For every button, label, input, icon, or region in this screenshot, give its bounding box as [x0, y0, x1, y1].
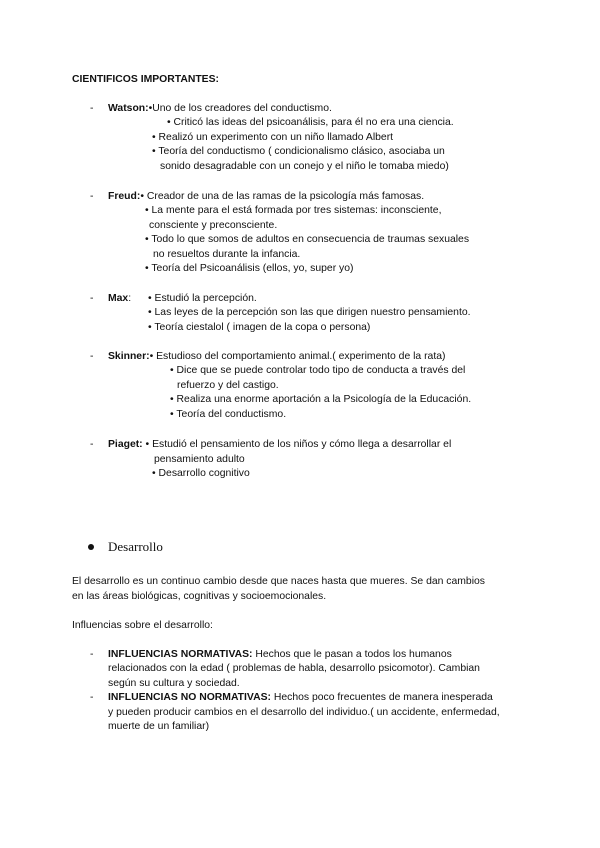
scientist-point: Uno de los creadores del conductismo. [152, 103, 332, 114]
list-item: • Realizó un experimento con un niño llamado Albert [152, 132, 394, 143]
list-item: • Criticó las ideas del psicoanálisis, para él no era una ciencia. [167, 117, 454, 128]
dash-marker: - [90, 649, 94, 660]
bullet-glyph: • [145, 439, 150, 450]
list-item: • Dice que se puede controlar todo tipo de conducta a través del [170, 365, 466, 376]
scientist-name: Piaget: [108, 439, 143, 450]
list-item-continuation: pensamiento adulto [154, 454, 245, 465]
dash-marker: - [90, 692, 94, 703]
paragraph-line: El desarrollo es un continuo cambio desde que naces hasta que mueres. Se dan cambios [72, 576, 485, 587]
list-item: • Teoría del conductismo ( condicionalismo clásico, asociaba un [152, 146, 445, 157]
influences-label: Influencias sobre el desarrollo: [72, 620, 213, 631]
influence-line: según su cultura y sociedad. [108, 678, 240, 689]
list-item: • Estudió la percepción. [148, 293, 257, 304]
influence-title: INFLUENCIAS NO NORMATIVAS: [108, 692, 271, 703]
list-item-continuation: no resueltos durante la infancia. [153, 249, 301, 260]
influence-line: y pueden producir cambios en el desarrollo del individuo.( un accidente, enfermedad, [108, 707, 500, 718]
list-item: • La mente para el está formada por tres sistemas: inconsciente, [145, 205, 442, 216]
list-item: • Teoría del Psicoanálisis (ellos, yo, super yo) [145, 263, 354, 274]
section-title: Desarrollo [108, 539, 163, 554]
bullet-glyph: • [140, 191, 144, 202]
list-item: • Teoría del conductismo. [170, 409, 287, 420]
bullet-glyph: • [148, 103, 153, 114]
list-item: • Realiza una enorme aportación a la Psicología de la Educación. [170, 394, 472, 405]
list-item-continuation: sonido desagradable con un conejo y el niño le tomaba miedo) [160, 161, 449, 172]
section-bullet-icon [88, 544, 94, 550]
scientist-point: Estudioso del comportamiento animal.( experimento de la rata) [156, 351, 446, 362]
scientist-point: Creador de una de las ramas de la psicología más famosas. [146, 191, 425, 202]
list-item-continuation: consciente y preconsciente. [149, 220, 278, 231]
scientist-name: Max [108, 293, 129, 304]
influence-title: INFLUENCIAS NORMATIVAS: [108, 649, 253, 660]
influence-line: muerte de un familiar) [108, 721, 210, 732]
dash-marker: - [90, 293, 94, 304]
paragraph-line: en las áreas biológicas, cognitivas y socioemocionales. [72, 591, 327, 602]
page-heading: CIENTIFICOS IMPORTANTES: [72, 74, 220, 85]
dash-marker: - [90, 351, 94, 362]
list-item: • Todo lo que somos de adultos en consecuencia de traumas sexuales [145, 234, 470, 245]
scientist-name: Freud: [108, 191, 141, 202]
dash-marker: - [90, 103, 94, 114]
dash-marker: - [90, 439, 94, 450]
list-item-continuation: refuerzo y del castigo. [177, 380, 279, 391]
scientist-point: Estudió el pensamiento de los niños y cómo llega a desarrollar el [152, 439, 452, 450]
scientist-name: Watson: [108, 103, 149, 114]
list-item: • Las leyes de la percepción son las que dirigen nuestro pensamiento. [148, 307, 471, 318]
bullet-glyph: • [149, 351, 154, 362]
list-item: • Desarrollo cognitivo [152, 468, 250, 479]
dash-marker: - [90, 191, 94, 202]
scientist-name: Skinner: [108, 351, 150, 362]
list-item: • Teoría ciestalol ( imagen de la copa o persona) [148, 322, 371, 333]
influence-line: relacionados con la edad ( problemas de habla, desarrollo psicomotor). Cambian [108, 663, 480, 674]
